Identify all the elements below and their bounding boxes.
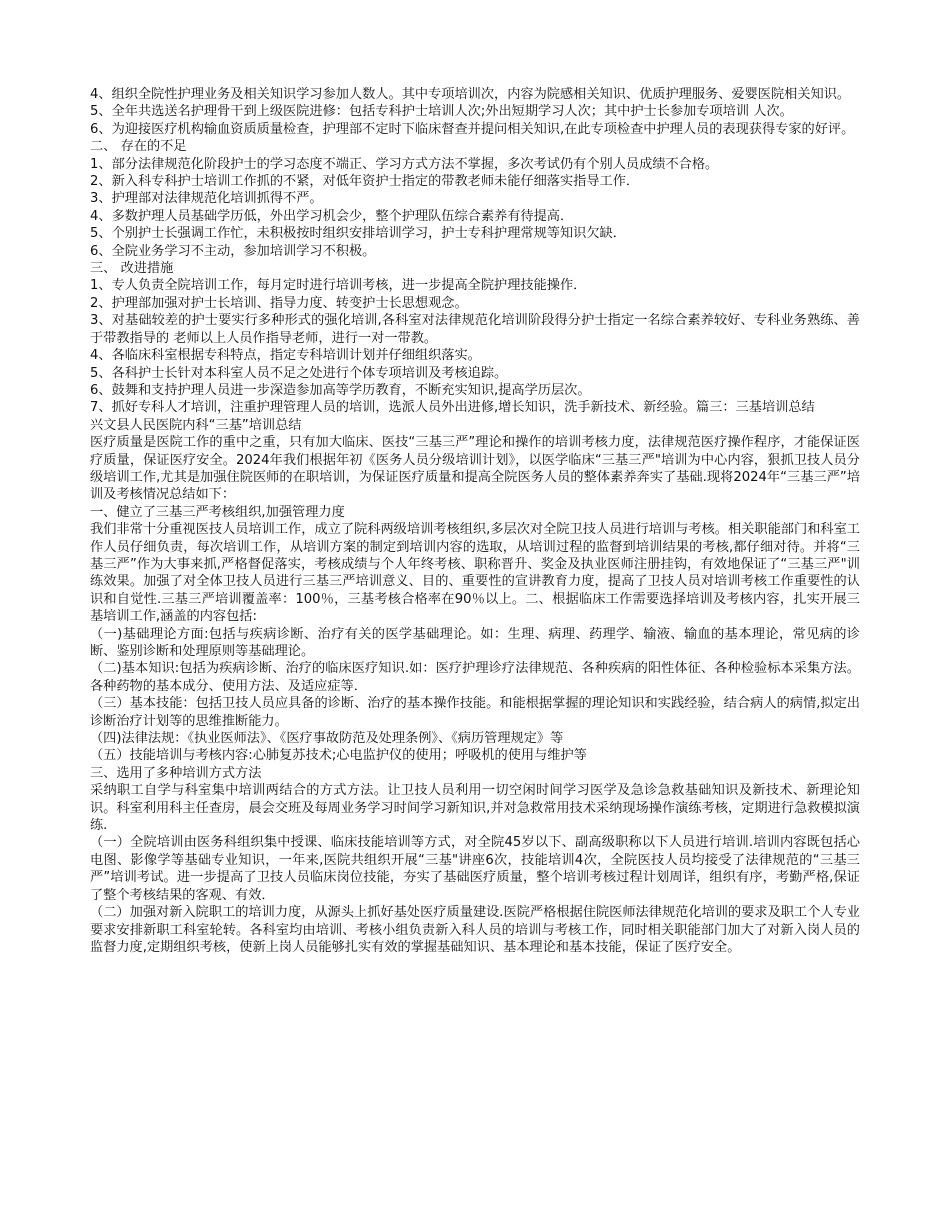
paragraph: （一)基础理论方面:包括与疾病诊断、治疗有关的医学基础理论。如：生理、病理、药理学、输液、输血的基本理论，常见病的诊断、鉴别诊断和处理原则等基础理论。 (90, 626, 860, 659)
paragraph: 3、对基础较差的护士要实行多种形式的强化培训,各科室对法律规范化培训阶段得分护士指定一名综合素养较好、专科业务熟练、善于带教指导的 老师以上人员作指导老师，进行一对一带教。 (90, 313, 860, 346)
paragraph: （三）基本技能：包括卫技人员应具备的诊断、治疗的基本操作技能。和能根据掌握的理论知识和实践经验，结合病人的病情,拟定出诊断治疗计划等的思维推断能力。 (90, 696, 860, 729)
paragraph: 我们非常十分重视医技人员培训工作，成立了院科两级培训考核组织,多层次对全院卫技人员进行培训与考核。相关职能部门和科室工作人员仔细负责，每次培训工作，从培训方案的制定到培训内容的选取，从培训过程的监督到培训结果的考核,都仔细对待。并将“三基三严”作为大事来抓,严格督促落实，考核成绩与个人年终考核、职称晋升、奖金及执业医师注册挂钩，有效地保证了“三基三严"训练效果。加强了对全体卫技人员进行三基三严培训意义、目的、重要性的宣讲教育力度，提高了卫技人员对培训考核工作重要性的认识和自觉性.三基三严培训覆盖率：100％，三基考核合格率在90％以上。二、根据临床工作需要选择培训及考核内容，扎实开展三基培训工作,涵盖的内容包括: (90, 522, 860, 625)
paragraph: 5、各科护士长针对本科室人员不足之处进行个体专项培训及考核追踪。 (90, 365, 508, 381)
paragraph: （四)法律法规：《执业医师法》、《医疗事故防范及处理条例》、《病历管理规定》等 (90, 731, 564, 747)
paragraph: 5、个别护士长强调工作忙，未积极按时组织安排培训学习，护士专科护理常规等知识欠缺． (90, 226, 626, 242)
paragraph: 4、各临床科室根据专科特点，指定专科培训计划并仔细组织落实。 (90, 348, 481, 364)
paragraph: 采纳职工自学与科室集中培训两结合的方式方法。让卫技人员利用一切空闲时间学习医学及急诊急救基础知识及新技术、新理论知识。科室利用科主任查房，晨会交班及每周业务学习时间学习新知识,并对急救常用技术采纳现场操作演练考核，定期进行急救模拟演练. (90, 783, 860, 834)
paragraph: 5、全年共选送名护理骨干到上级医院进修：包括专科护士培训人次;外出短期学习人次；其中护士长参加专项培训 人次。 (90, 104, 793, 120)
document-title: 兴文县人民医院内科“三基”培训总结 (90, 417, 302, 433)
section-heading: 三、 改进措施 (90, 261, 174, 277)
paragraph: （五）技能培训与考核内容:心肺复苏技术;心电监护仪的使用；呼吸机的使用与维护等 (90, 748, 587, 764)
paragraph: 1、专人负责全院培训工作，每月定时进行培训考核，进一步提高全院护理技能操作． (90, 278, 587, 294)
paragraph: 6、全院业务学习不主动，参加培训学习不积极。 (90, 243, 376, 259)
paragraph: 医疗质量是医院工作的重中之重，只有加大临床、医技“三基三严”理论和操作的培训考核力度，法律规范医疗操作程序，才能保证医疗质量，保证医疗安全。2024年我们根据年初《医务人员分级培训计划》，以医学临床“三基三严"培训为中心内容，狠抓卫技人员分级培训工作,尤其是加强住院医师的在职培训，为保证医疗质量和提高全院医务人员的整体素养奔实了基础.现将2024年“三基三严”培训及考核情况总结如下： (90, 435, 860, 503)
paragraph: 2、新入科专科护士培训工作抓的不紧，对低年资护士指定的带教老师未能仔细落实指导工作． (90, 174, 640, 190)
section-heading: 一、健立了三基三严考核组织,加强管理力度 (90, 504, 345, 520)
paragraph: 1、部分法律规范化阶段护士的学习态度不端正、学习方式方法不掌握，多次考试仍有个别人员成绩不合格。 (90, 156, 719, 172)
paragraph: 6、鼓舞和支持护理人员进一步深造参加高等学历教育，不断充实知识,提高学历层次。 (90, 382, 591, 398)
section-heading: 二、 存在的不足 (90, 139, 187, 155)
document-body (90, 86, 860, 956)
paragraph: 2、护理部加强对护士长培训、指导力度、转变护士长思想观念。 (90, 295, 468, 311)
paragraph: 7、抓好专科人才培训，注重护理管理人员的培训，选派人员外出进修,增长知识，洗手新技术、新经验。篇三：三基培训总结 (90, 400, 815, 416)
paragraph: （一）全院培训由医务科组织集中授课、临床技能培训等方式，对全院45岁以下、副高级职称以下人员进行培训.培训内容既包括心电图、影像学等基础专业知识，一年来,医院共组织开展“三基"讲座6次，技能培训4次，全院医技人员均接受了法律规范的“三基三严”培训考试。进一步提高了卫技人员临床岗位技能，夯实了基础医疗质量，整个培训考核过程计划周详，组织有序，考勤严格,保证了整个考核结果的客观、有效． (90, 835, 860, 903)
section-heading: 三、选用了多种培训方式方法 (90, 765, 262, 781)
paragraph: （二)基本知识:包括为疾病诊断、治疗的临床医疗知识.如：医疗护理诊疗法律规范、各种疾病的阳性体征、各种检验标本采集方法。各种药物的基本成分、使用方法、及适应症等． (90, 661, 860, 694)
paragraph: 3、护理部对法律规范化培训抓得不严。 (90, 191, 323, 207)
paragraph: 6、为迎接医疗机构输血资质质量检查，护理部不定时下临床督查并提问相关知识,在此专项检查中护理人员的表现获得专家的好评。 (90, 121, 855, 137)
paragraph: 4、多数护理人员基础学历低，外出学习机会少，整个护理队伍综合素养有待提高． (90, 208, 574, 224)
paragraph: （二）加强对新入院职工的培训力度，从源头上抓好基处医疗质量建设.医院严格根据住院医师法律规范化培训的要求及职工个人专业要求安排新职工科室轮转。各科室均由培训、考核小组负责新入科人员的培训与考核工作，同时相关职能部门加大了对新入岗人员的监督力度,定期组织考核，使新上岗人员能够扎实有效的掌握基础知识、基本理论和基本技能，保证了医疗安全。 (90, 905, 860, 955)
paragraph: 4、组织全院性护理业务及相关知识学习参加人数人。其中专项培训次，内容为院感相关知识、优质护理服务、爱婴医院相关知识。 (90, 87, 851, 102)
